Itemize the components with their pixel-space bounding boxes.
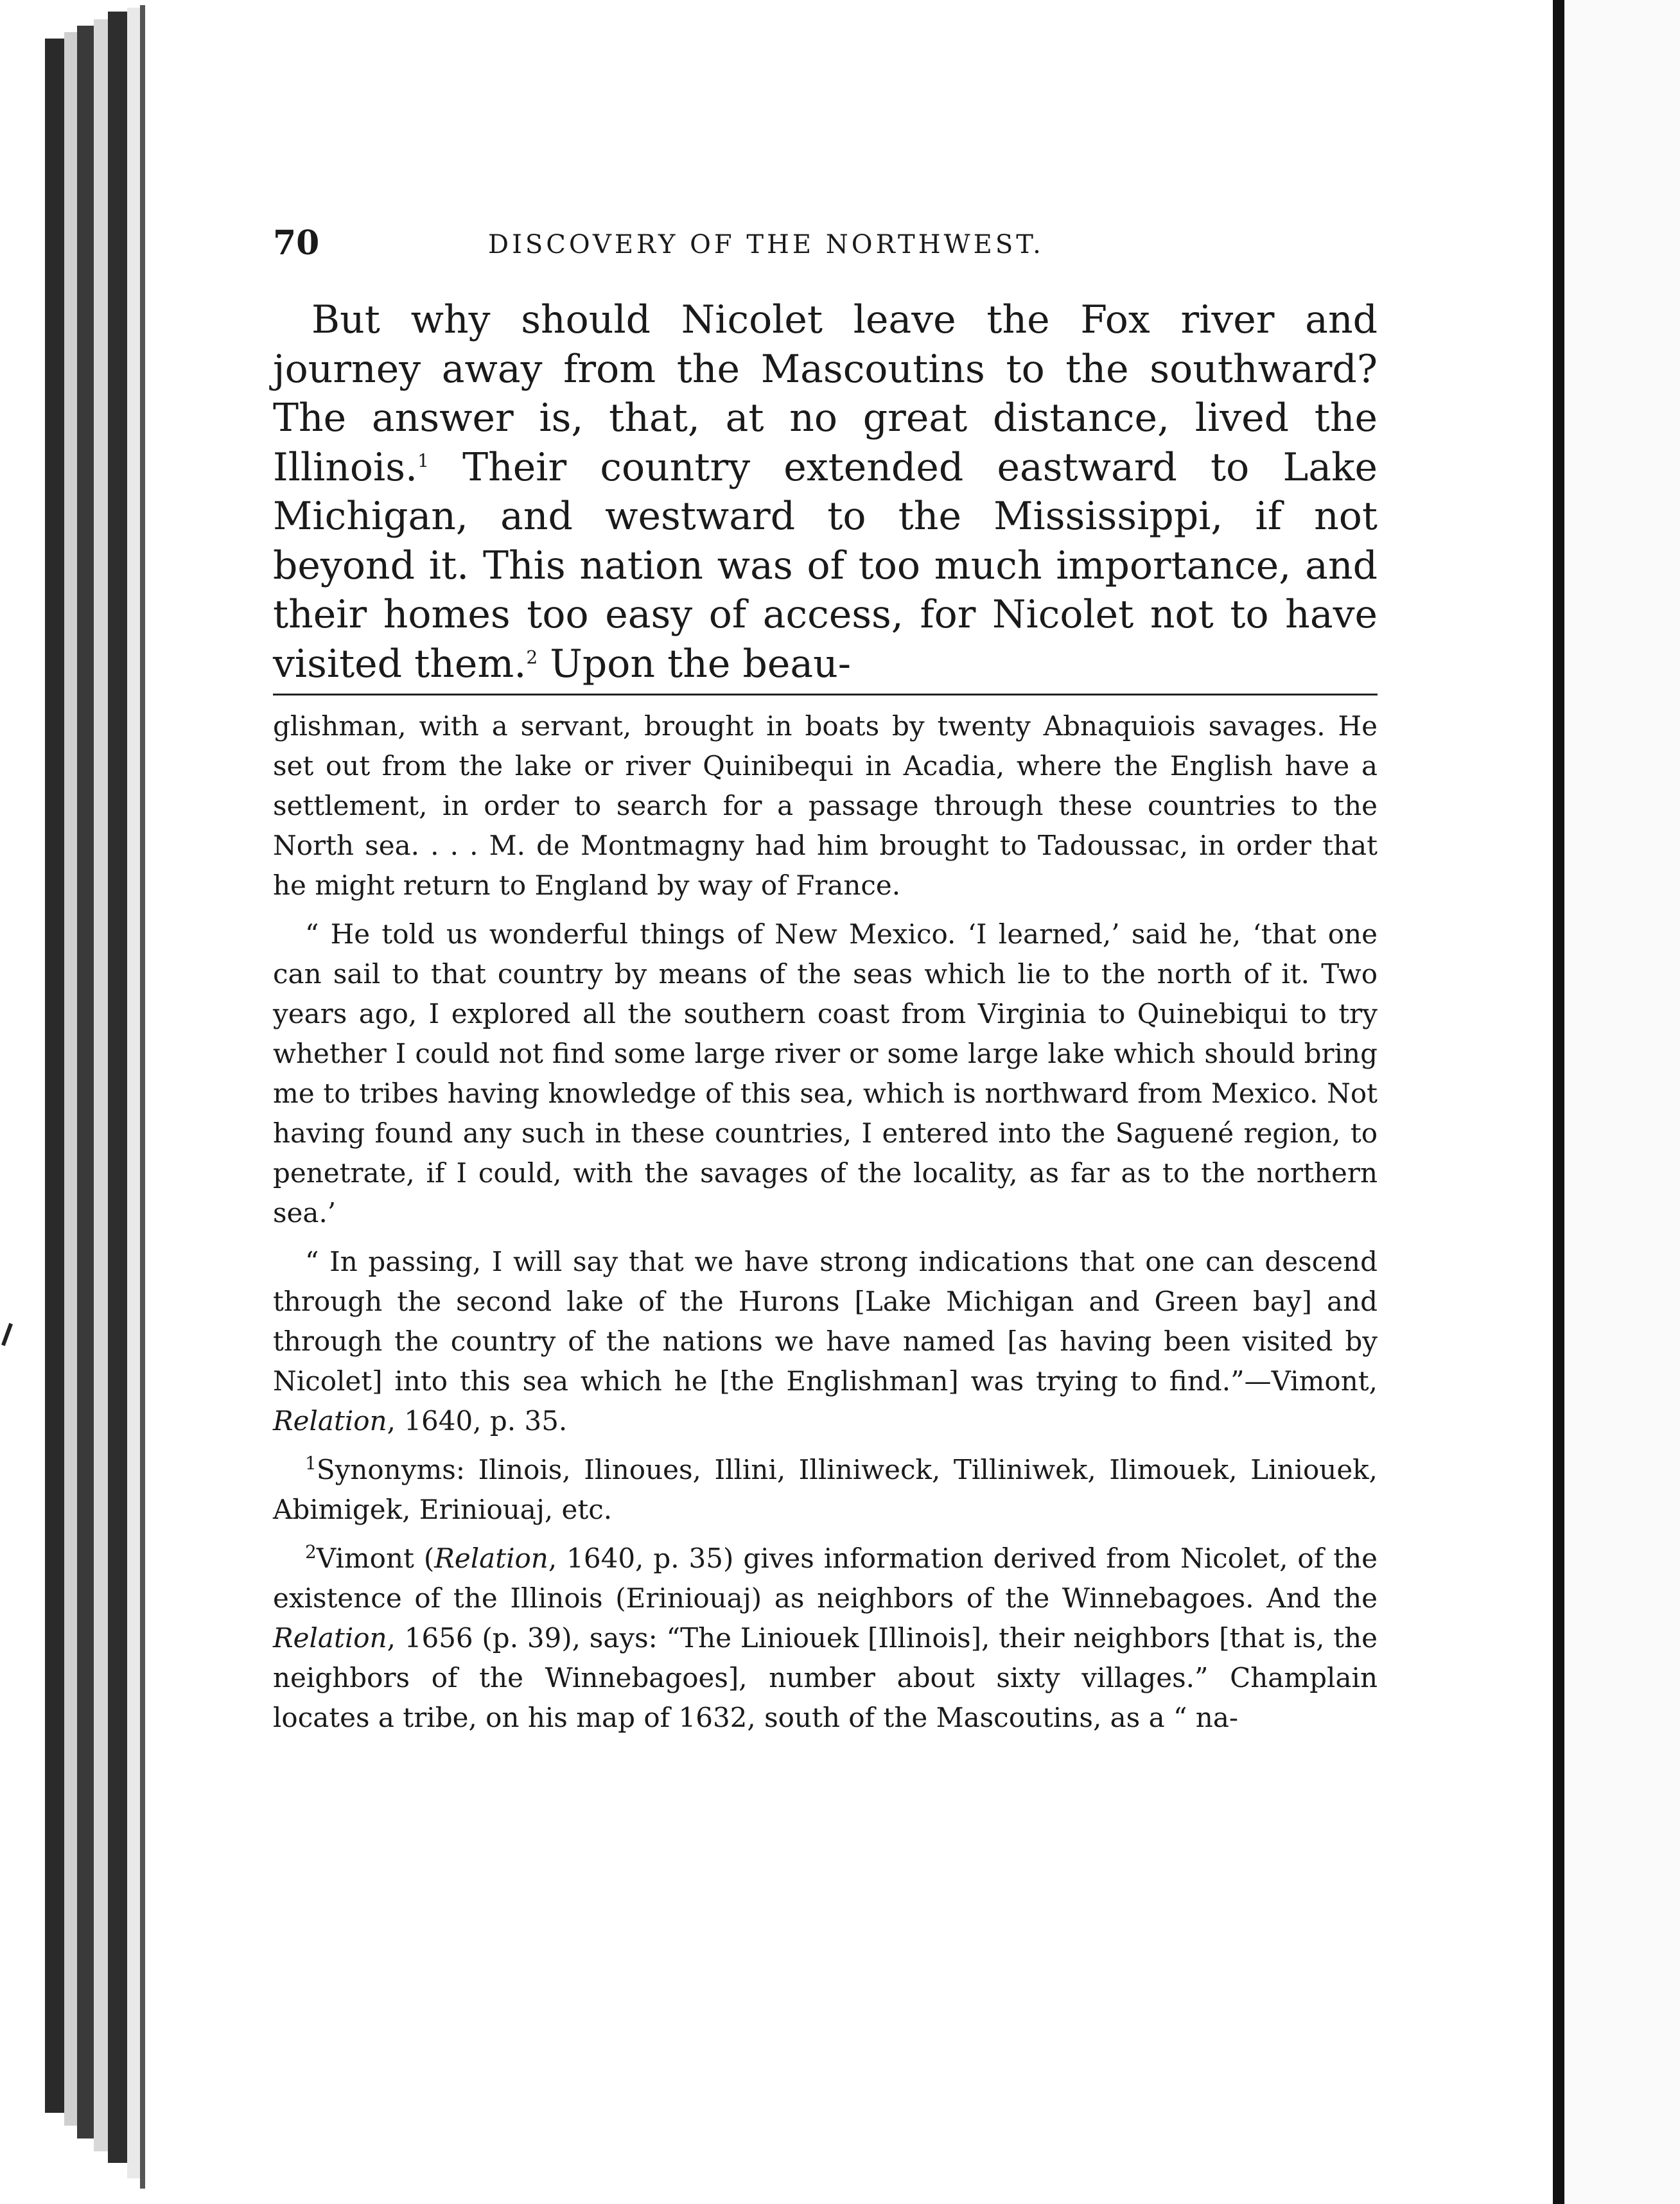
- page-header: [273, 223, 1172, 268]
- footnote-2: [273, 1539, 1378, 1738]
- italic-text: Relation: [273, 1622, 387, 1654]
- footnote-reference: 1: [417, 450, 429, 471]
- italic-text: Relation: [434, 1543, 548, 1574]
- text-span: “ In passing, I will say that we have strong indications that one can descend through the second lake of the Hurons [Lake Michigan and Green bay] and through the country of the nations we have named [as having been visited by Nicolet] into this sea which he [the Englishman] was trying to find.”—Vimont,: [273, 1246, 1378, 1397]
- book-edge-strip: [127, 8, 140, 2178]
- book-edge-strip: [45, 39, 64, 2113]
- text-span: Upon the beau-: [538, 641, 852, 687]
- book-edge-strip: [140, 5, 145, 2189]
- text-span: , 1640, p. 35) gives information derived from Nicolet, of the existence of the Illinois (Eriniouaj) as neighbors of the Winnebagoes. And the: [273, 1543, 1378, 1614]
- text-span: , 1640, p. 35.: [387, 1405, 568, 1437]
- text-span: But why should Nicolet leave the Fox river and journey away from the Mascoutins to the southward? The answer is, that, at no great distance, lived the Illinois.: [273, 297, 1378, 490]
- footnote-quote: “ He told us wonderful things of New Mexico. ‘I learned,’ said he, ‘that one can sail to that country by means of the seas which lie to the north of it. Two years ago, I explored all the southern coast from Virginia to Quinebiqui to try whether I could not find some large river or some large lake which should bring me to tribes having knowledge of this sea, which is northward from Mexico. Not having found any such in these countries, I entered into the Saguené region, to penetrate, if I could, with the savages of the locality, as far as to the northern sea.’: [273, 918, 1378, 1229]
- book-edge-strip: [108, 12, 127, 2163]
- footnote-divider: [273, 694, 1378, 695]
- page-number: 70: [273, 223, 320, 263]
- book-gutter-edge: [1553, 0, 1564, 2204]
- book-edge-strip: [77, 26, 94, 2138]
- running-title: DISCOVERY OF THE NORTHWEST.: [488, 230, 1044, 259]
- paragraph: [273, 295, 1378, 688]
- footnote-1: [273, 1450, 1378, 1530]
- book-edge-strip: [94, 19, 108, 2151]
- text-span: Synonyms: Ilinois, Ilinoues, Illini, Illiniweck, Tilliniwek, Ilimouek, Liniouek, Abimigek, Eriniouaj, etc.: [273, 1454, 1378, 1525]
- scan-mark: [1, 1323, 13, 1346]
- text-span: Vimont (: [316, 1543, 435, 1574]
- footnote-continuation: glishman, with a servant, brought in boats by twenty Abnaquiois savages. He set out from the lake or river Quinibequi in Acadia, where the English have a settlement, in order to search for a passage through these countries to the North sea. . . . M. de Montmagny had him brought to Tadoussac, in order that he might return to England by way of France.: [273, 710, 1378, 901]
- footnote-reference: 2: [526, 646, 538, 668]
- footnotes: [273, 706, 1378, 1738]
- scan-margin: [1564, 0, 1680, 2204]
- footnote-marker: 2: [305, 1541, 317, 1562]
- footnote-marker: 1: [305, 1453, 317, 1474]
- book-edge-strip: [64, 32, 77, 2126]
- footnote-quote: [273, 1242, 1378, 1441]
- text-span: , 1656 (p. 39), says: “The Liniouek [Illinois], their neighbors [that is, the neighbors of the Winnebagoes], number about sixty villages.” Champlain locates a tribe, on his map of 1632, south of the Mascoutins, as a “ na-: [273, 1622, 1378, 1733]
- text-span: Their country extended eastward to Lake Michigan, and westward to the Mississippi, if not beyond it. This nation was of too much importance, and their homes too easy of access, for Nicolet not to have visited them.: [273, 444, 1378, 687]
- italic-text: Relation: [273, 1405, 387, 1437]
- body-text: [273, 295, 1378, 688]
